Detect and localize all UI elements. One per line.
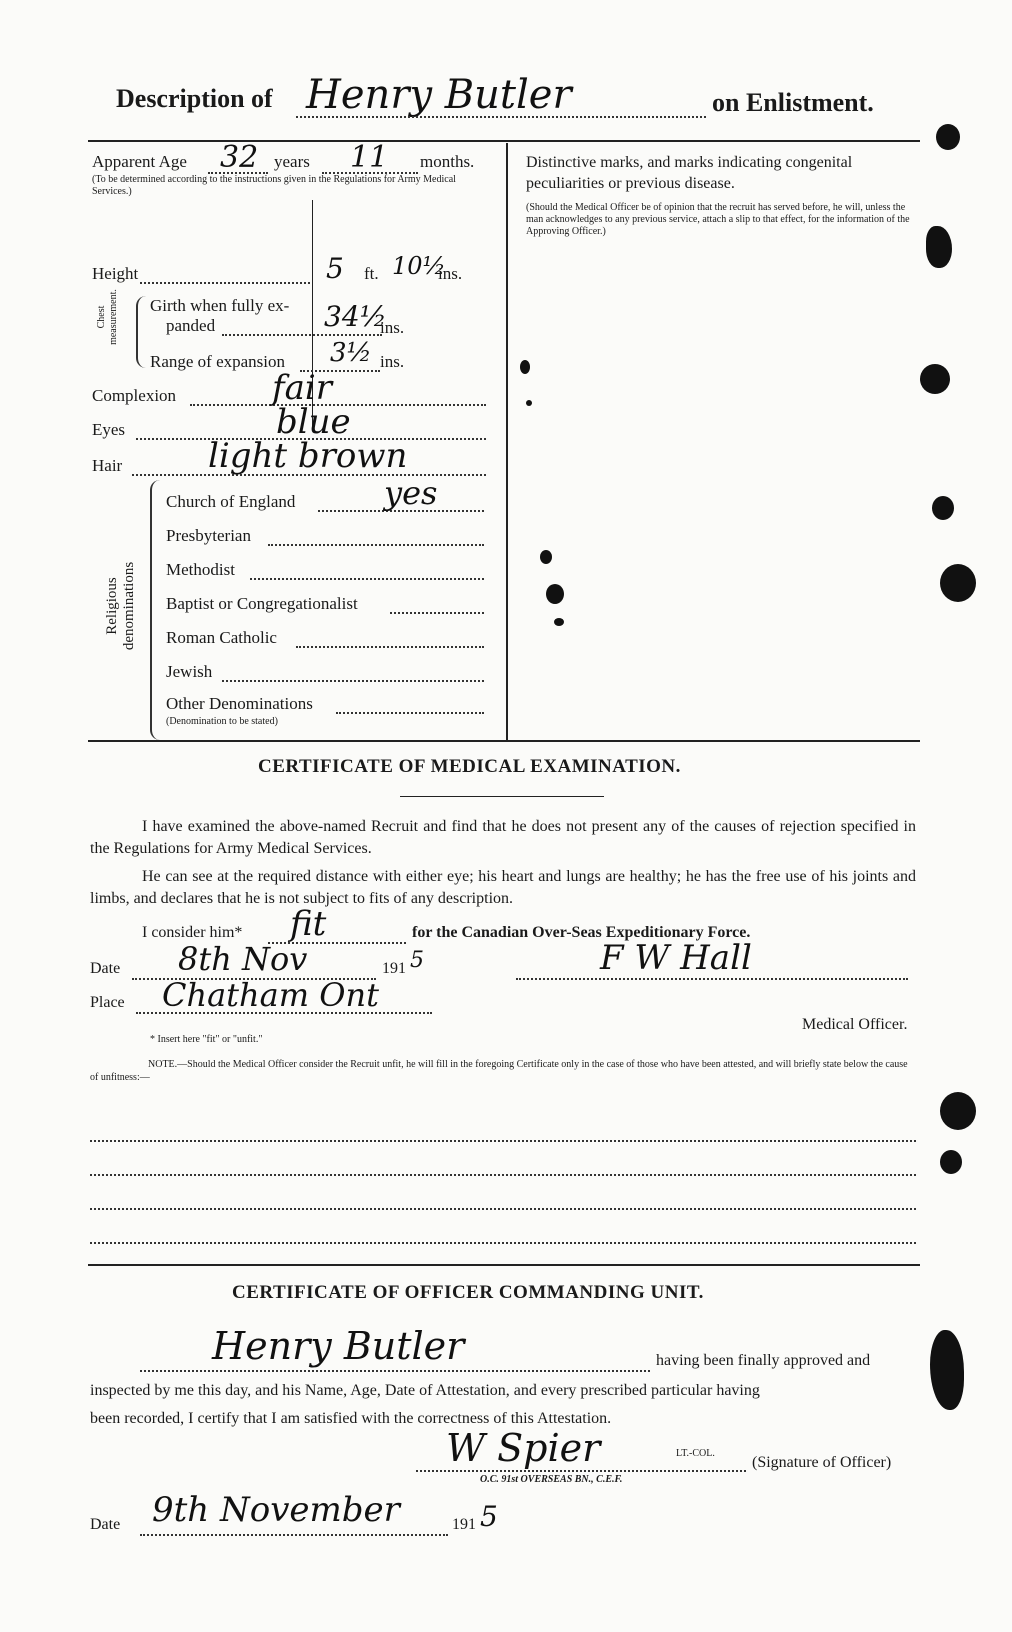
ft-label: ft. [364,264,379,283]
height-ft-value: 5 [326,252,344,285]
medical-para-1: I have examined the above-named Recruit and find that he does not present any of the causes of rejection specified in the Regulations for Army Medical Services. [90,818,916,857]
ink-blot [930,1330,964,1410]
ink-speck [520,360,530,374]
column-divider [506,143,508,740]
unfitness-line-1 [90,1140,916,1142]
officer-signature-label: (Signature of Officer) [752,1454,892,1471]
title-prefix: Description of [116,84,273,113]
religion-other-note: (Denomination to be stated) [166,716,278,727]
consider-label: I consider him* [142,924,243,941]
range-label: Range of expansion [150,352,286,371]
chest-brace [136,296,148,368]
baptist-line [390,612,484,614]
marks-heading: Distinctive marks, and marks indicating congenital peculiarities or previous disease. [526,154,853,192]
place-value: Chatham Ont [162,976,379,1014]
medical-date-label: Date [90,960,121,977]
age-years-value: 32 [220,140,259,175]
section-rule-1 [88,740,920,742]
age-months-value: 11 [350,140,389,175]
medical-footnote: * Insert here "fit" or "unfit." [150,1034,263,1045]
girth-line [222,334,382,336]
ink-speck [526,400,532,406]
religion-church-value: yes [384,474,438,512]
presbyterian-line [268,544,484,546]
religion-baptist: Baptist or Congregationalist [166,594,358,613]
rank-stamp: LT.-COL. [676,1448,715,1459]
medical-signature-line [516,978,908,980]
hair-label: Hair [92,456,123,475]
girth-ins-label: ins. [380,318,405,337]
religion-jewish: Jewish [166,662,213,681]
commanding-date-line [140,1534,448,1536]
ink-speck [540,550,552,564]
binder-hole [940,1150,962,1174]
jewish-line [222,680,484,682]
binder-hole [932,496,954,520]
title-suffix: on Enlistment. [712,88,874,117]
range-ins-label: ins. [380,352,405,371]
commanding-name-line [140,1370,650,1372]
binder-hole [940,1092,976,1130]
catholic-line [296,646,484,648]
religion-roman-catholic: Roman Catholic [166,628,277,647]
other-line [336,712,484,714]
age-note: (To be determined according to the instructions given in the Regulations for Army Medical Services.) [92,174,456,197]
commanding-date-label: Date [90,1516,121,1533]
height-label: Height [92,264,139,283]
height-line [140,282,310,284]
ink-speck [546,584,564,604]
height-ins-value: 10½ [392,252,446,280]
place-label: Place [90,994,125,1011]
medical-note: NOTE.—Should the Medical Officer consider the Recruit unfit, he will fill in the foregoing Certificate only in the case of those who have been attested, and will briefly state below the cause of unfitness:— [90,1059,908,1083]
methodist-line [250,578,484,580]
religion-presbyterian: Presbyterian [166,526,251,545]
unfitness-line-3 [90,1208,916,1210]
medical-year-value: 5 [410,948,424,973]
consider-value: fit [290,904,327,944]
complexion-label: Complexion [92,386,177,405]
months-label: months. [420,152,475,171]
section-rule-2 [88,1264,920,1266]
religion-brace [150,480,164,740]
binder-hole [920,364,950,394]
commanding-year-prefix: 191 [452,1516,476,1533]
medical-heading: CERTIFICATE OF MEDICAL EXAMINATION. [258,756,681,777]
religion-label: Religious denominations [104,561,137,651]
ink-blot [926,226,952,268]
range-value: 3½ [330,338,372,368]
eyes-label: Eyes [92,420,126,439]
medical-signature: F W Hall [600,938,752,978]
commanding-signature: W Spier [446,1426,601,1470]
girth-label-2: panded [166,316,216,335]
binder-hole [940,564,976,602]
chest-label: Chest measurement. [96,289,119,345]
commanding-signature-line [416,1470,746,1472]
unfitness-line-4 [90,1242,916,1244]
complexion-value: fair [272,368,332,408]
unfitness-line-2 [90,1174,916,1176]
medical-year-prefix: 191 [382,960,406,977]
age-label: Apparent Age [92,152,187,171]
commanding-name-value: Henry Butler [212,1324,465,1368]
ink-speck [554,618,564,626]
commanding-line-2: inspected by me this day, and his Name, Age, Date of Attestation, and every prescribed particular having [90,1382,760,1399]
commanding-heading: CERTIFICATE OF OFFICER COMMANDING UNIT. [232,1282,704,1303]
commanding-line-3: been recorded, I certify that I am satisfied with the correctness of this Attestation. [90,1410,612,1427]
header-rule [88,140,920,142]
ins-label: ins. [438,264,463,283]
medical-para-2: He can see at the required distance with either eye; his heart and lungs are healthy; he has the free use of his joints and limbs, and declares that he is not subject to fits of any description. [90,868,916,907]
recruit-name: Henry Butler [306,72,572,118]
religion-other: Other Denominations [166,694,313,713]
commanding-date-value: 9th November [152,1490,400,1530]
hair-value: light brown [208,436,408,476]
marks-note: (Should the Medical Officer be of opinion that the recruit has served before, he will, unless the man acknowledges to any previous service, attach a slip to that effect, for the information of the Approving Officer.) [526,202,910,237]
medical-officer-label: Medical Officer. [802,1016,908,1033]
consider-suffix: for the Canadian Over-Seas Expeditionary Force. [412,924,751,941]
religion-church-of-england: Church of England [166,492,296,511]
unit-stamp: O.C. 91st OVERSEAS BN., C.E.F. [480,1474,623,1485]
medical-heading-underline [400,796,604,797]
years-label: years [274,152,310,171]
medical-date-value: 8th Nov [178,940,308,978]
binder-hole [936,124,960,150]
girth-value: 34½ [324,300,387,333]
name-dotted-line [296,116,706,118]
commanding-year-value: 5 [480,1500,498,1533]
commanding-approved-text: having been finally approved and [656,1352,871,1369]
religion-methodist: Methodist [166,560,235,579]
girth-label-1: Girth when fully ex- [150,296,290,315]
eyes-value: blue [276,402,351,442]
